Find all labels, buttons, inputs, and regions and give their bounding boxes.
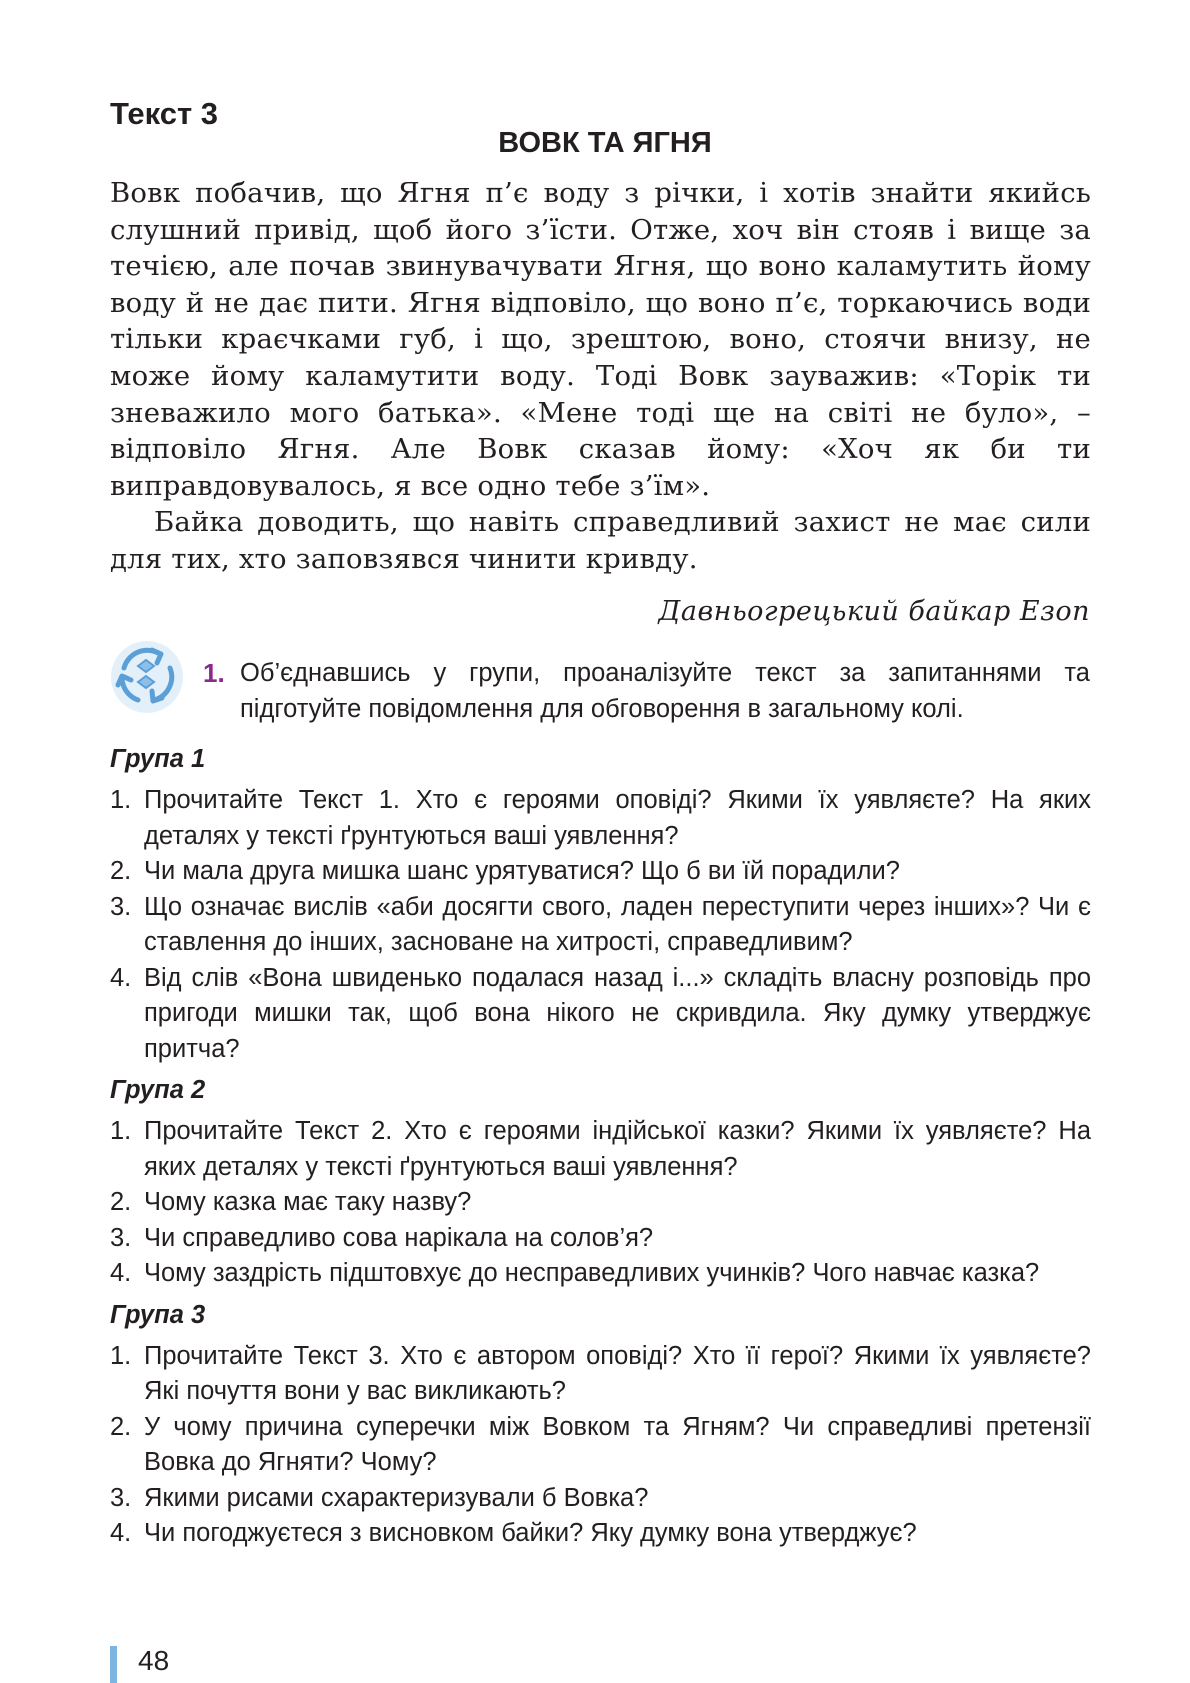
task-number: 1. — [203, 658, 225, 688]
question-number: 4. — [110, 1519, 132, 1547]
page-number-bar — [110, 1646, 117, 1683]
question-number: 2. — [110, 1412, 132, 1441]
question-number: 3. — [110, 1483, 132, 1512]
question-list — [110, 783, 1091, 1067]
question-item — [110, 1339, 1091, 1410]
question-text: Прочитайте Текст 1. Хто є героями оповіді? Якими їх уявляєте? На яких деталях у тексті ґрунтуються ваші уявлення? — [144, 786, 1091, 850]
question-item — [110, 1114, 1091, 1185]
question-number: 3. — [110, 1223, 132, 1252]
question-text: Що означає вислів «аби досягти свого, ладен переступити через інших»? Чи є ставлення до інших, засноване на хитрості, справедливим? — [144, 892, 1091, 956]
question-text: Чому казка має таку назву? — [144, 1188, 472, 1216]
story-title: ВОВК ТА ЯГНЯ — [498, 127, 712, 159]
group-3 — [110, 1298, 1091, 1552]
story-text — [110, 175, 1091, 578]
question-item — [110, 1410, 1091, 1481]
question-text: Чи мала друга мишка шанс урятуватися? Що б ви їй порадили? — [144, 857, 900, 885]
question-number: 2. — [110, 857, 132, 885]
story-paragraph: Вовк побачив, що Ягня п’є воду з річки, і хотів знайти якийсь слушний привід, щоб його з’їсти. Отже, хоч він стояв і вище за течією, але почав звинувачувати Ягня, що воно каламутить йому воду й не дає пити. Ягня відповіло, що воно п’є, торкаючись води тільки краєчками губ, і що, зрештою, воно, стоячи внизу, не може йому каламутити воду. Тоді Вовк зауважив: «Торік ти зневажило мого батька». «Мене тоді ще на світі не було», – відповіло Ягня. Але Вовк сказав йому: «Хоч як би ти виправдовувалось, я все одно тебе з’їм». — [110, 177, 1091, 502]
question-item — [110, 1516, 1091, 1552]
group-1 — [110, 742, 1091, 1067]
question-item — [110, 961, 1091, 1068]
question-text: Від слів «Вона швиденько подалася назад і...» складіть власну розповідь про пригоди мишки так, щоб вона нікого не скривдила. Яку думку утверджує притча? — [144, 963, 1091, 1063]
story-moral: Байка доводить, що навіть справедливий захист не має сили для тих, хто заповзявся чинити кривду. — [110, 506, 1091, 575]
task-instruction: Об’єднавшись у групи, проаналізуйте текст за запитаннями та підготуйте повідомлення для обговорення в загальному колі. — [240, 659, 1090, 723]
question-number: 2. — [110, 1188, 132, 1216]
question-item — [110, 1256, 1091, 1292]
page-number: 48 — [138, 1645, 170, 1676]
question-item — [110, 1481, 1091, 1517]
question-list — [110, 1114, 1091, 1292]
question-list — [110, 1339, 1091, 1552]
question-text: Прочитайте Текст 3. Хто є автором оповіді? Хто її герої? Якими їх уявляєте? Які почуття вони у вас викликають? — [144, 1341, 1091, 1405]
question-text: Прочитайте Текст 2. Хто є героями індійської казки? Якими їх уявляєте? На яких деталях у тексті ґрунтуються ваші уявлення? — [144, 1117, 1091, 1181]
question-number: 1. — [110, 786, 132, 814]
question-text: Якими рисами схарактеризували б Вовка? — [144, 1483, 649, 1512]
question-number: 3. — [110, 892, 132, 921]
question-text: У чому причина суперечки між Вовком та Ягням? Чи справедливі претензії Вовка до Ягняти? Чому? — [144, 1412, 1091, 1476]
story-author: Давньогрецький байкар Езоп — [658, 596, 1090, 627]
question-number: 4. — [110, 1259, 132, 1287]
question-item — [110, 854, 1091, 890]
question-text: Чи справедливо сова нарікала на солов’я? — [144, 1223, 654, 1252]
group-2 — [110, 1073, 1091, 1292]
group-work-icon — [108, 638, 186, 716]
group-title: Група 1 — [110, 745, 206, 773]
question-item — [110, 1185, 1091, 1221]
group-tasks — [110, 742, 1091, 1558]
question-number: 1. — [110, 1117, 132, 1145]
question-item — [110, 783, 1091, 854]
text-label: Текст 3 — [110, 96, 219, 131]
group-title: Група 2 — [110, 1076, 206, 1104]
question-number: 1. — [110, 1341, 132, 1370]
question-text: Чи погоджуєтеся з висновком байки? Яку думку вона утверджує? — [144, 1519, 917, 1547]
question-text: Чому заздрість підштовхує до несправедливих учинків? Чого навчає казка? — [144, 1259, 1040, 1287]
question-item — [110, 1221, 1091, 1257]
question-number: 4. — [110, 963, 132, 992]
question-item — [110, 890, 1091, 961]
group-title: Група 3 — [110, 1300, 206, 1329]
